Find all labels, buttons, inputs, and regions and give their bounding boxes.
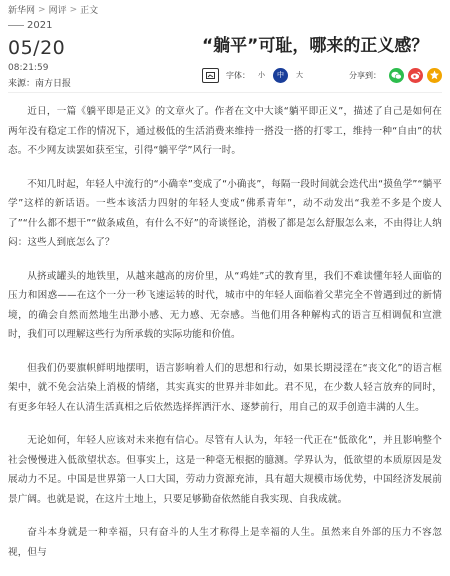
wechat-icon[interactable] <box>389 68 404 83</box>
article-paragraph: 但我们仍要旗帜鲜明地摆明，语言影响着人们的思想和行动，如果长期浸淫在“丧文化”的语言框架中，就不免会沾染上消极的情绪，其实真实的世界并非如此。君不见，在少数人轻言放弃的同时，有更多年轻人在认清生活真相之后依然选择挥洒汗水、逐梦前行，用自己的双手创造丰满的人生。 <box>8 362 442 413</box>
publish-time: 08:21:59 <box>8 63 49 73</box>
font-size-label: 字体： <box>226 70 250 80</box>
breadcrumb-separator: > <box>69 4 78 15</box>
font-size-large-button[interactable]: 大 <box>296 71 303 79</box>
breadcrumb-section-link[interactable]: 网评 <box>48 6 67 16</box>
breadcrumb-site-link[interactable]: 新华网 <box>8 6 36 16</box>
font-size-medium-button[interactable]: 中 <box>273 68 288 83</box>
article-paragraph: 从挤或罐头的地铁里，从越来越高的房价里，从“鸡娃”式的教育里，我们不难读懂年轻人面临的压力和困惑——在这个一分一秒飞速运转的时代，城市中的年轻人面临着父辈完全不曾遇到过的新情境，的确会自然而然地生出渺小感、无力感、无奈感。当他们用各种解构式的语言互相调侃和宣泄时，我们可以理解这些行为所承载的实际功能和价值。 <box>8 270 442 340</box>
header-divider <box>8 92 442 93</box>
year-dash-decoration <box>8 25 24 26</box>
qzone-icon[interactable] <box>427 68 442 83</box>
weibo-icon[interactable] <box>408 68 423 83</box>
breadcrumb-separator: > <box>38 4 46 15</box>
article-paragraph: 无论如何，年轻人应该对未来抱有信心。尽管有人认为，年轻一代正在“低欲化”，并且影响整个社会慢慢进入低欲望状态。但事实上，这是一种毫无根据的臆测。学界认为，低欲望的本质原因是发展动力不足。中国是世界第一人口大国，劳动力资源充沛，具有超大规模市场优势，中国经济发展前景广阔。也就是说，在这片土地上，只要足够勤奋依然能自我实现、自我成就。 <box>8 435 442 505</box>
breadcrumb-current-page: 正文 <box>80 6 99 16</box>
article-paragraph: 奋斗本身就是一种幸福，只有奋斗的人生才称得上是幸福的人生。虽然来自外部的压力不容忽视，但与 <box>8 527 442 558</box>
breadcrumb <box>8 3 98 16</box>
article-paragraph: 不知几时起，年轻人中流行的“小确幸”变成了“小确丧”，每隔一段时间就会迭代出“摸鱼学”“躺平学”这样的新话语。一些本该活力四射的年轻人变成“佛系青年”，动不动发出“我差不多是个废人了”“什么都不想干”“做条咸鱼，有什么不好”的奇谈怪论，消极了都是怎么舒服怎么来，不由得让人纳闷：这些人到底怎么了？ <box>8 178 442 248</box>
share-screen-icon[interactable] <box>202 68 219 83</box>
article-toolbar <box>202 66 442 84</box>
share-to-label: 分享到： <box>349 70 381 80</box>
publish-date-block <box>8 20 88 73</box>
article-source: 来源：南方日报 <box>8 79 72 89</box>
font-size-small-button[interactable]: 小 <box>258 71 265 79</box>
publish-year-text: 2021 <box>27 20 53 31</box>
publish-month-day: 05/20 <box>8 37 66 59</box>
article-body <box>8 102 442 576</box>
article-title: “躺平”可耻，哪来的正义感？ <box>202 36 429 56</box>
screen-share-control[interactable] <box>202 68 222 83</box>
publish-year <box>8 20 88 31</box>
article-paragraph: 近日，一篇《躺平即是正义》的文章火了。作者在文中大谈“躺平即正义”，描述了自己是如何在两年没有稳定工作的情况下，通过极低的生活消费来维持一搭没一搭的打零工，维持一种“自由”的状态。不少网友读罢如获至宝，引得“躺平学”风行一时。 <box>8 106 442 156</box>
